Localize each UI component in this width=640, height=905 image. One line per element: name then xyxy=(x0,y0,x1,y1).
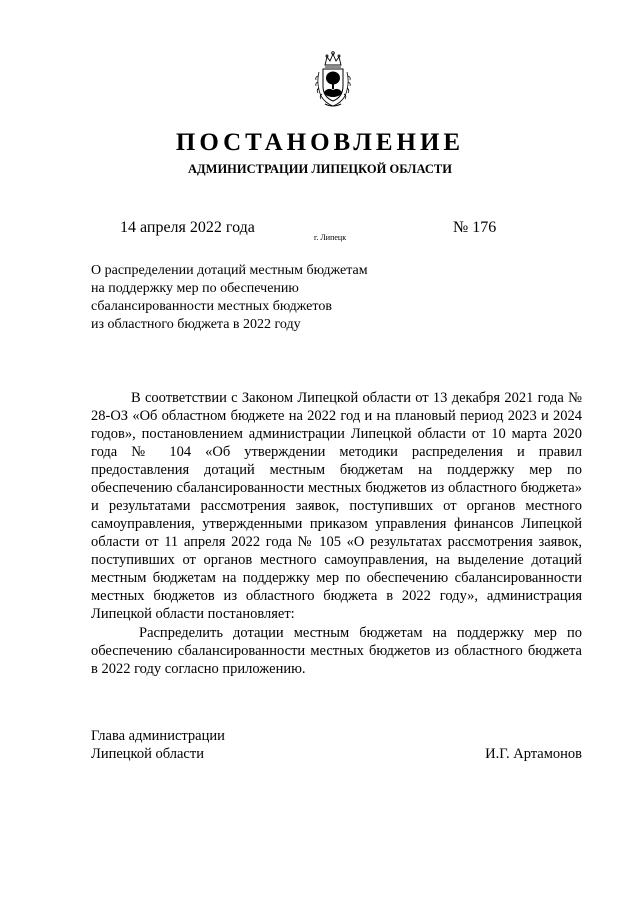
signatory-name: И.Г. Артамонов xyxy=(485,746,582,762)
document-number: № 176 xyxy=(453,219,497,236)
document-date: 14 апреля 2022 года xyxy=(120,219,255,236)
body-paragraph-preamble: В соответствии с Законом Липецкой области от 13 декабря 2021 года № 28-ОЗ «Об областном бюджете на 2022 год и на плановый период 2023 и 2024 годов», постановлением администрации Липецкой области от 10 марта 2020 года № 104 «Об утверждении методики распределения и правил предоставления дотаций местным бюджетам на поддержку мер по обеспечению сбалансированности местных бюджетов из областного бюджета» и результатами рассмотрения заявок, поступивших от органов местного самоуправления, утвержденными приказом управления финансов Липецкой области от 11 апреля 2022 года № 105 «О результатах рассмотрения заявок, поступивших от органов местного самоуправления, на выделение дотаций местным бюджетам на поддержку мер по обеспечению сбалансированности местных бюджетов из областного бюджета в 2022 году», администрация Липецкой области постановляет: xyxy=(91,390,582,622)
signatory-position-line: Глава администрации xyxy=(91,728,225,744)
body-paragraph-resolution: Распределить дотации местным бюджетам на поддержку мер по обеспечению сбалансированности местных бюджетов из областного бюджета в 2022 году согласно приложению. xyxy=(91,625,582,677)
signatory-position xyxy=(91,727,225,763)
subject-line: О распределении дотаций местным бюджетам xyxy=(91,263,368,278)
document-subtitle: АДМИНИСТРАЦИИ ЛИПЕЦКОЙ ОБЛАСТИ xyxy=(188,162,452,176)
coat-of-arms-icon xyxy=(313,50,353,110)
document-subject xyxy=(91,262,431,334)
document-place: г. Липецк xyxy=(314,233,347,242)
subject-line: на поддержку мер по обеспечению xyxy=(91,281,299,296)
document-title: ПОСТАНОВЛЕНИЕ xyxy=(175,129,465,156)
subject-line: сбалансированности местных бюджетов xyxy=(91,299,332,314)
signatory-position-line: Липецкой области xyxy=(91,746,204,762)
subject-line: из областного бюджета в 2022 году xyxy=(91,317,301,332)
